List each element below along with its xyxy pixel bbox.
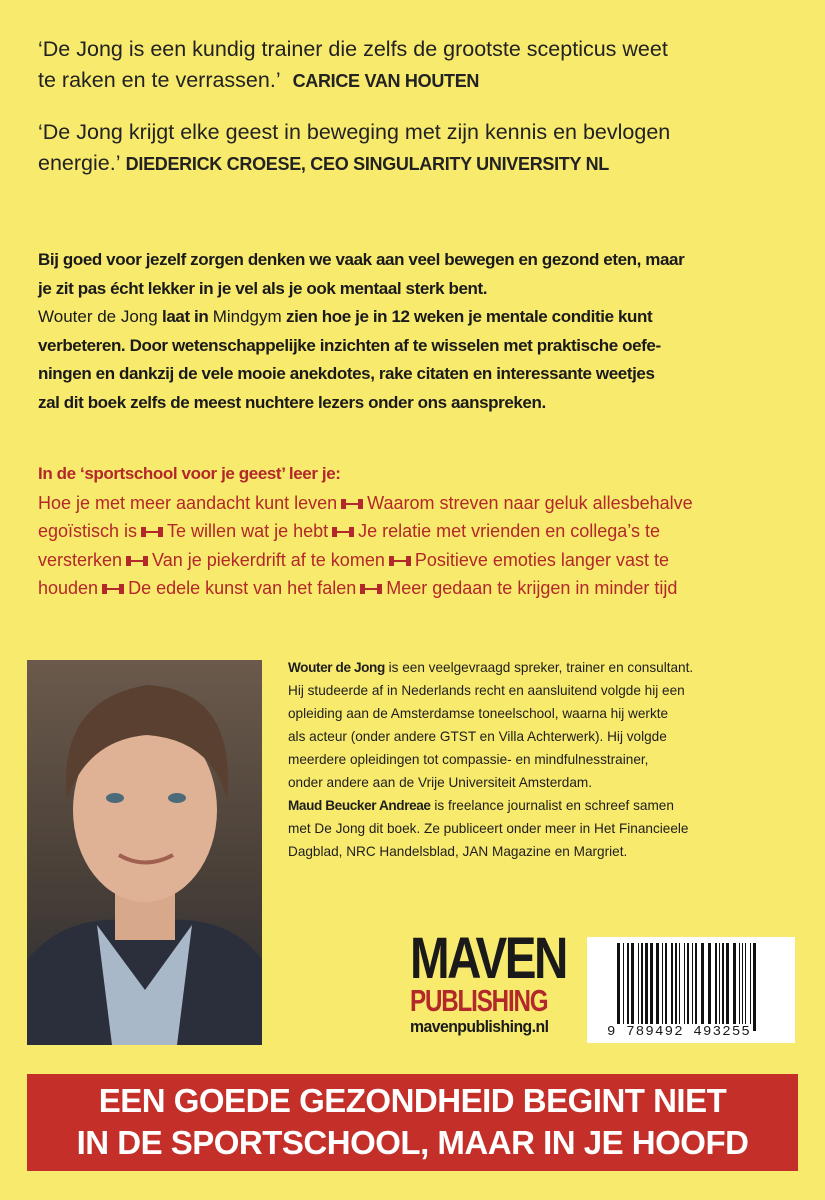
barcode-bar bbox=[726, 943, 729, 1031]
list-item: houden bbox=[38, 578, 99, 598]
quote-author: CARICE VAN HOUTEN bbox=[292, 71, 480, 91]
barcode-bar bbox=[662, 943, 663, 1031]
barcode-bar bbox=[753, 943, 756, 1031]
bio-line: opleiding aan de Amsterdamse toneelschool, waarna hij werkte bbox=[288, 706, 669, 721]
blurb-line: verbeteren. Door wetenschappelijke inzichten af te wisselen met praktische oefe- bbox=[38, 335, 661, 355]
dumbbell-icon bbox=[102, 584, 124, 594]
barcode-bars bbox=[617, 943, 762, 1031]
blurb-text: laat in bbox=[157, 307, 213, 326]
tagline-line: EEN GOEDE GEZONDHEID BEGINT NIET bbox=[98, 1082, 727, 1119]
blurb-text: zien hoe je in 12 weken je mentale conditie kunt bbox=[281, 307, 653, 326]
book-title: Mindgym bbox=[212, 307, 282, 326]
bio-text: is een veelgevraagd spreker, trainer en consultant. bbox=[384, 660, 694, 675]
barcode-bar bbox=[631, 943, 634, 1031]
tagline-banner bbox=[27, 1074, 798, 1171]
list-item: Hoe je met meer aandacht kunt leven bbox=[38, 492, 338, 513]
bio-line: Dagblad, NRC Handelsblad, JAN Magazine en Margriet. bbox=[288, 844, 628, 859]
barcode-bar bbox=[656, 943, 659, 1031]
logo-name: MAVEN bbox=[410, 926, 566, 991]
barcode-bar bbox=[692, 943, 693, 1031]
logo-sub: PUBLISHING bbox=[410, 983, 548, 1018]
barcode-bar bbox=[623, 943, 624, 1031]
barcode-bar bbox=[739, 943, 740, 1031]
dumbbell-icon bbox=[141, 527, 163, 537]
list-heading: In de ‘sportschool voor je geest’ leer je: bbox=[38, 464, 341, 483]
barcode-bar bbox=[645, 943, 648, 1031]
bio-line: meerdere opleidingen tot compassie- en mindfulnesstrainer, bbox=[288, 752, 649, 767]
barcode-bar bbox=[719, 943, 720, 1031]
dumbbell-icon bbox=[126, 556, 148, 566]
barcode-bar bbox=[745, 943, 746, 1031]
coauthor-name: Maud Beucker Andreae bbox=[288, 798, 431, 813]
barcode-bar bbox=[679, 943, 680, 1031]
barcode-bar bbox=[733, 943, 736, 1031]
barcode-bar bbox=[675, 943, 677, 1031]
dumbbell-icon bbox=[360, 584, 382, 594]
barcode-bar bbox=[671, 943, 673, 1031]
list-item: De edele kunst van het falen bbox=[128, 578, 357, 598]
quote-text: ‘De Jong krijgt elke geest in beweging met zijn kennis en bevlogen bbox=[38, 120, 671, 144]
author-bio bbox=[288, 656, 808, 863]
list-item: Van je piekerdrift af te komen bbox=[152, 549, 385, 570]
barcode-bar bbox=[641, 943, 643, 1031]
list-item: egoïstisch is bbox=[38, 521, 138, 541]
barcode-bar bbox=[627, 943, 629, 1031]
barcode-bar bbox=[750, 943, 751, 1031]
blurb bbox=[38, 246, 798, 417]
list-item: Je relatie met vrienden en collega’s te bbox=[358, 521, 660, 541]
barcode-bar bbox=[638, 943, 639, 1031]
quote-carice bbox=[38, 34, 668, 97]
isbn-number: 9 789492 493255 bbox=[607, 1024, 752, 1040]
barcode-bar bbox=[665, 943, 667, 1031]
barcode-bar bbox=[708, 943, 711, 1031]
list-item: Waarom streven naar geluk allesbehalve bbox=[367, 492, 693, 513]
quote-text: ‘De Jong is een kundig trainer die zelfs de grootste scepticus weet bbox=[38, 37, 668, 61]
author-name: Wouter de Jong bbox=[38, 307, 158, 326]
dumbbell-icon bbox=[332, 527, 354, 537]
blurb-line: je zit pas écht lekker in je vel als je ook mentaal sterk bent. bbox=[38, 278, 488, 298]
barcode-bar bbox=[715, 943, 717, 1031]
barcode-bar bbox=[701, 943, 704, 1031]
publisher-logo bbox=[410, 926, 570, 1038]
barcode-bar bbox=[695, 943, 697, 1031]
barcode-bar bbox=[684, 943, 685, 1031]
list-item: versterken bbox=[38, 549, 123, 570]
barcode-bar bbox=[722, 943, 724, 1031]
dumbbell-icon bbox=[341, 499, 363, 509]
bio-line: onder andere aan de Vrije Universiteit Amsterdam. bbox=[288, 775, 593, 790]
blurb-line: Bij goed voor jezelf zorgen denken we vaak aan veel bewegen en gezond eten, maar bbox=[38, 250, 685, 269]
publisher-url: mavenpublishing.nl bbox=[410, 1017, 549, 1036]
barcode-bar bbox=[742, 943, 743, 1031]
barcode-bar bbox=[687, 943, 689, 1031]
tagline-line: IN DE SPORTSCHOOL, MAAR IN JE HOOFD bbox=[76, 1124, 749, 1161]
list-item: Meer gedaan te krijgen in minder tijd bbox=[386, 578, 678, 598]
isbn-barcode bbox=[587, 937, 795, 1043]
quote-text: te raken en te verrassen.’ bbox=[38, 68, 281, 92]
barcode-bar bbox=[617, 943, 620, 1031]
bio-line: Hij studeerde af in Nederlands recht en aansluitend volgde hij een bbox=[288, 683, 685, 698]
bio-text: is freelance journalist en schreef samen bbox=[430, 798, 674, 813]
barcode-bar bbox=[650, 943, 653, 1031]
list-item: Te willen wat je hebt bbox=[167, 521, 329, 541]
quote-author: DIEDERICK CROESE, CEO SINGULARITY UNIVERSITY NL bbox=[125, 154, 609, 174]
blurb-line: zal dit boek zelfs de meest nuchtere lezers onder ons aanspreken. bbox=[38, 392, 546, 412]
bio-line: als acteur (onder andere GTST en Villa Achterwerk). Hij volgde bbox=[288, 729, 667, 744]
author-name: Wouter de Jong bbox=[288, 660, 385, 675]
learn-list bbox=[38, 460, 808, 603]
bio-line: met De Jong dit boek. Ze publiceert onder meer in Het Financieele bbox=[288, 821, 689, 836]
dumbbell-icon bbox=[389, 556, 411, 566]
list-item: Positieve emoties langer vast te bbox=[414, 549, 669, 570]
quote-text: energie.’ bbox=[38, 151, 120, 175]
author-photo bbox=[27, 660, 262, 1045]
quote-croese bbox=[38, 117, 670, 180]
blurb-line: ningen en dankzij de vele mooie anekdotes, rake citaten en interessante weetjes bbox=[38, 364, 655, 383]
